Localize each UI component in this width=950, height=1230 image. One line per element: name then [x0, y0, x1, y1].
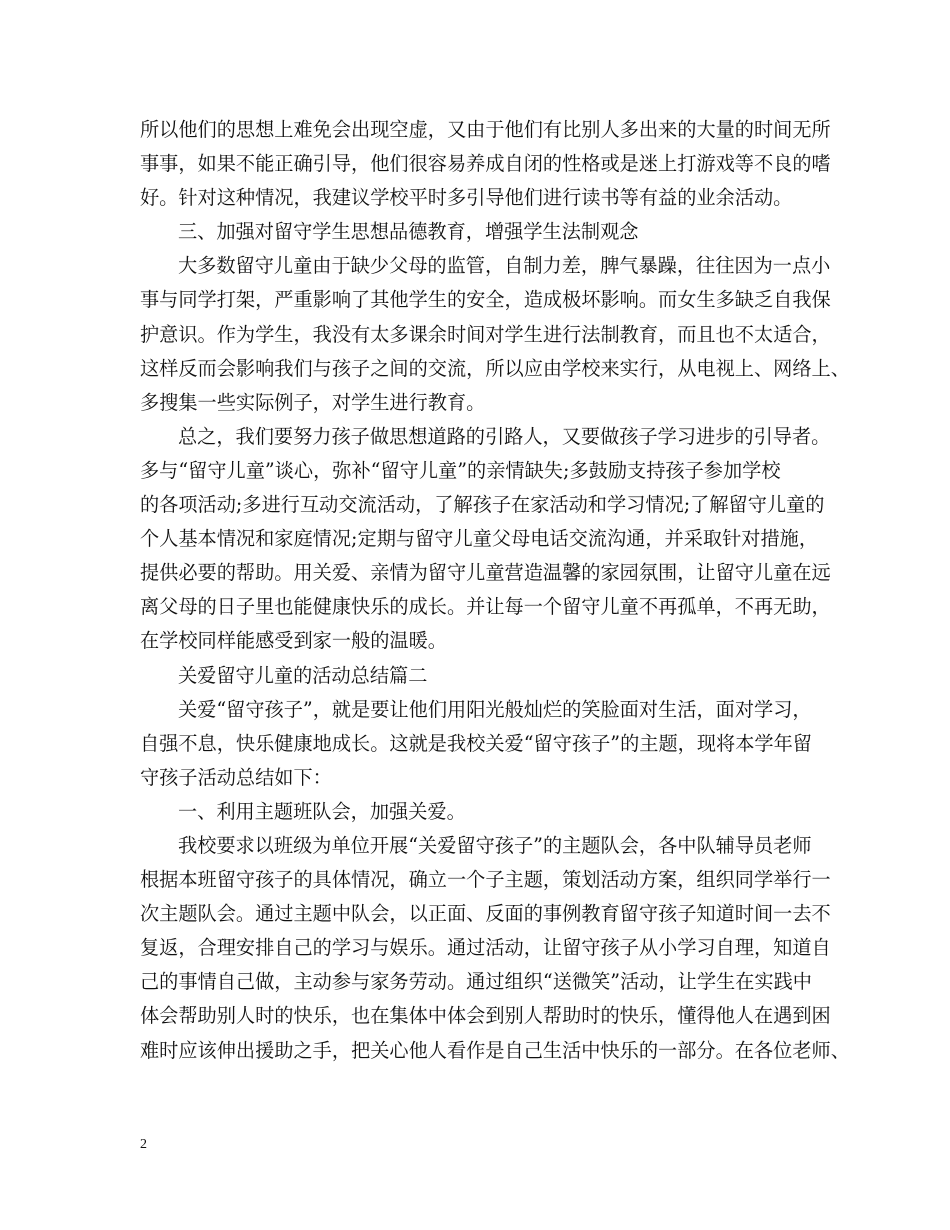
text-line: 好。针对这种情况，我建议学校平时多引导他们进行读书等有益的业余活动。 — [140, 186, 793, 210]
text-line: 根据本班留守孩子的具体情况，确立一个子主题，策划活动方案，组织同学举行一 — [140, 868, 831, 892]
text-line: 提供必要的帮助。用关爱、亲情为留守儿童营造温馨的家园氛围，让留守儿童在远 — [140, 561, 831, 585]
text-line: 体会帮助别人时的快乐，也在集体中体会到别人帮助时的快乐，懂得他人在遇到困 — [140, 1004, 831, 1028]
text-line: 在学校同样能感受到家一般的温暖。 — [140, 629, 447, 653]
text-line: 护意识。作为学生，我没有太多课余时间对学生进行法制教育，而且也不太适合， — [140, 322, 831, 346]
text-line: 的各项活动;多进行互动交流活动，了解孩子在家活动和学习情况;了解留守儿童的 — [140, 493, 825, 517]
text-line: 总之，我们要努力孩子做思想道路的引路人，又要做孩子学习进步的引导者。 — [178, 424, 831, 448]
text-line: 事与同学打架，严重影响了其他学生的安全，造成极坏影响。而女生多缺乏自我保 — [140, 288, 831, 312]
text-line: 大多数留守儿童由于缺少父母的监管，自制力差，脾气暴躁，往往因为一点小 — [178, 254, 831, 278]
text-line: 守孩子活动总结如下： — [140, 765, 332, 789]
text-line: 离父母的日子里也能健康快乐的成长。并让每一个留守儿童不再孤单，不再无助， — [140, 595, 831, 619]
text-line: 关爱留守儿童的活动总结篇二 — [178, 663, 428, 687]
text-line: 这样反而会影响我们与孩子之间的交流，所以应由学校来实行，从电视上、网络上、 — [140, 356, 850, 380]
text-line: 难时应该伸出援助之手，把关心他人看作是自己生活中快乐的一部分。在各位老师、 — [140, 1038, 850, 1062]
page-number: 2 — [140, 1137, 147, 1152]
text-line: 所以他们的思想上难免会出现空虚，又由于他们有比别人多出来的大量的时间无所 — [140, 118, 831, 141]
text-line: 复返，合理安排自己的学习与娱乐。通过活动，让留守孩子从小学习自理，知道自 — [140, 936, 831, 960]
document-body — [140, 113, 850, 1068]
text-line: 个人基本情况和家庭情况;定期与留守儿童父母电话交流沟通，并采取针对措施， — [140, 527, 819, 551]
text-line: 关爱“留守孩子”，就是要让他们用阳光般灿烂的笑脸面对生活，面对学习， — [178, 697, 812, 721]
text-line: 多搜集一些实际例子，对学生进行教育。 — [140, 390, 486, 414]
text-line: 事事，如果不能正确引导，他们很容易养成自闭的性格或是迷上打游戏等不良的嗜 — [140, 152, 831, 176]
text-line: 次主题队会。通过主题中队会，以正面、反面的事例教育留守孩子知道时间一去不 — [140, 902, 831, 926]
text-line: 三、加强对留守学生思想品德教育，增强学生法制观念 — [178, 220, 639, 244]
text-line: 一、利用主题班队会，加强关爱。 — [178, 799, 466, 823]
text-line: 己的事情自己做，主动参与家务劳动。通过组织“送微笑”活动，让学生在实践中 — [140, 970, 812, 994]
text-line: 自强不息，快乐健康地成长。这就是我校关爱“留守孩子”的主题，现将本学年留 — [140, 731, 812, 755]
text-line: 我校要求以班级为单位开展“关爱留守孩子”的主题队会，各中队辅导员老师 — [178, 833, 812, 857]
text-line: 多与“留守儿童”谈心，弥补“留守儿童”的亲情缺失;多鼓励支持孩子参加学校 — [140, 458, 781, 482]
